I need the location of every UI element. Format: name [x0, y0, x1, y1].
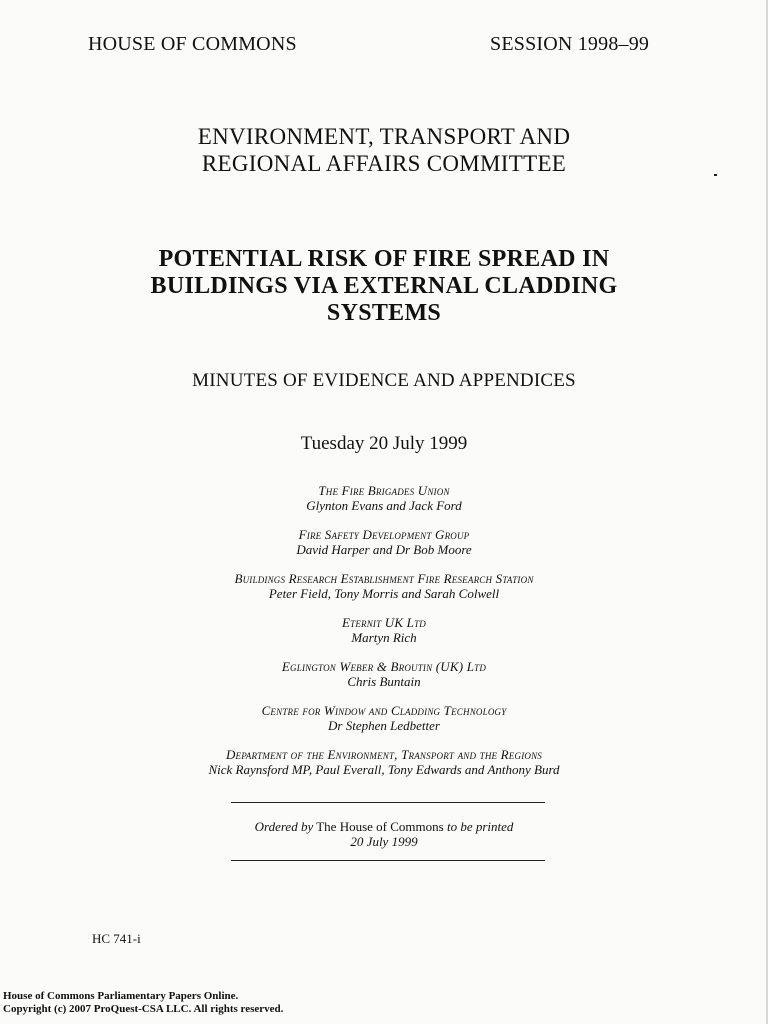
- witness-entry: [0, 703, 768, 733]
- footer-line-1: House of Commons Parliamentary Papers Online.: [3, 990, 239, 1002]
- report-subtitle: MINUTES OF EVIDENCE AND APPENDICES: [192, 370, 576, 391]
- witness-organisation: The Fire Brigades Union: [318, 483, 450, 498]
- copyright-footer: [3, 990, 283, 1016]
- title-line-2: BUILDINGS VIA EXTERNAL CLADDING: [150, 273, 618, 299]
- witness-names: Glynton Evans and Jack Ford: [306, 498, 462, 513]
- scan-speck: [714, 174, 717, 176]
- witness-list: [0, 483, 768, 791]
- print-order-line: [0, 819, 768, 834]
- print-order-suffix: to be printed: [446, 819, 514, 834]
- hearing-date: Tuesday 20 July 1999: [300, 433, 468, 454]
- witness-organisation: Department of the Environment, Transport and the Regions: [225, 747, 543, 762]
- print-order-date: 20 July 1999: [350, 834, 418, 849]
- print-order-prefix: Ordered by: [254, 819, 314, 834]
- divider-bottom: [231, 860, 545, 861]
- witness-organisation: Eternit UK Ltd: [341, 615, 427, 630]
- session-label: SESSION 1998–99: [490, 33, 650, 55]
- witness-organisation: Fire Safety Development Group: [298, 527, 470, 542]
- witness-organisation: Centre for Window and Cladding Technology: [261, 703, 507, 718]
- witness-entry: [0, 659, 768, 689]
- witness-organisation: Eglington Weber & Broutin (UK) Ltd: [281, 659, 487, 674]
- house-label: HOUSE OF COMMONS: [88, 33, 297, 55]
- committee-line-1: ENVIRONMENT, TRANSPORT AND: [197, 124, 571, 149]
- report-title: [0, 246, 768, 327]
- footer-line-2: Copyright (c) 2007 ProQuest-CSA LLC. All rights reserved.: [3, 1003, 284, 1015]
- title-line-1: POTENTIAL RISK OF FIRE SPREAD IN: [158, 246, 610, 272]
- witness-names: Nick Raynsford MP, Paul Everall, Tony Edwards and Anthony Burd: [208, 762, 560, 777]
- title-line-3: SYSTEMS: [326, 300, 442, 326]
- print-order: [0, 819, 768, 849]
- committee-line-2: REGIONAL AFFAIRS COMMITTEE: [201, 151, 567, 176]
- witness-names: Dr Stephen Ledbetter: [328, 718, 440, 733]
- witness-names: Peter Field, Tony Morris and Sarah Colwell: [268, 586, 500, 601]
- witness-entry: [0, 571, 768, 601]
- committee-name: [0, 123, 768, 177]
- witness-names: Chris Buntain: [347, 674, 421, 689]
- witness-names: David Harper and Dr Bob Moore: [296, 542, 472, 557]
- witness-entry: [0, 615, 768, 645]
- witness-entry: [0, 527, 768, 557]
- witness-names: Martyn Rich: [351, 630, 417, 645]
- witness-organisation: Buildings Research Establishment Fire Research Station: [234, 571, 534, 586]
- witness-entry: [0, 483, 768, 513]
- paper-reference: HC 741-i: [92, 931, 141, 946]
- print-order-body: The House of Commons: [316, 819, 444, 834]
- witness-entry: [0, 747, 768, 777]
- divider-top: [231, 802, 545, 803]
